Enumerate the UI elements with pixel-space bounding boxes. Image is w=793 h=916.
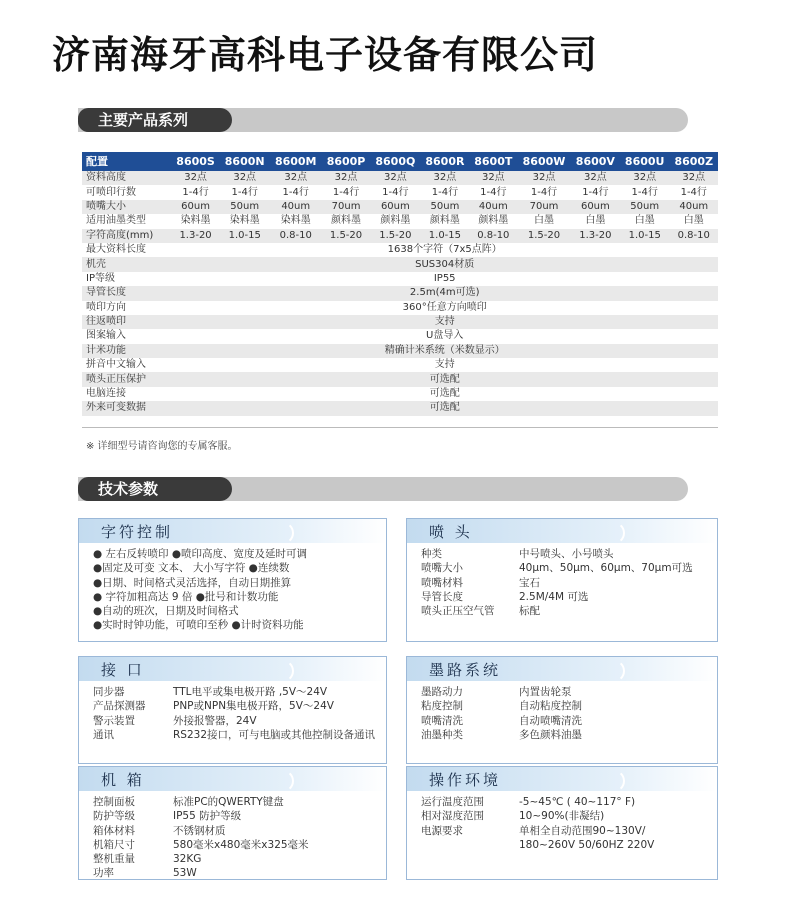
spec-key: 墨路动力 [421,686,463,698]
spec-value: PNP或NPN集电极开路，5V～24V [173,700,334,713]
table-cell: 精确计米系统（米数显示） [384,344,505,356]
table-cell: 1.3-20 [179,229,212,241]
table-row [82,272,718,286]
feature-line: ●日期、时间格式灵活选择，自动日期推算 [93,576,292,589]
header-model: 8600R [420,152,469,171]
header-model: 8600P [322,152,371,171]
spec-row [421,604,709,618]
table-cell: U盘导入 [426,330,464,342]
spec-value: 10~90%(非凝结) [519,810,605,823]
spec-key: 喷嘴清洗 [421,714,463,727]
feature-line: ● 左右反转喷印 ●喷印高度、宽度及延时可调 [93,548,307,560]
table-cell: 40um [478,200,508,212]
row-label: 导管长度 [86,287,126,299]
table-cell: 1-4行 [282,186,309,198]
table-cell: SUS304材质 [415,258,475,270]
spec-row [421,576,709,590]
table-cell: 1.0-15 [428,229,462,241]
spec-value: TTL电平或集电极开路 ,5V～24V [173,686,328,698]
table-cell: 1.5-20 [329,229,363,241]
spec-key: 电源要求 [421,824,463,837]
table-cell: 1.5-20 [527,229,561,241]
header-model: 8600S [171,152,219,171]
table-cell: 颜料墨 [331,215,362,227]
spec-key: 相对湿度范围 [421,810,484,823]
spec-row [421,561,709,575]
table-cell: 1638个字符（7x5点阵） [387,244,502,256]
table-cell: 40um [281,200,311,212]
note-text: ※ 详细型号请咨询您的专属客服。 [86,441,238,452]
row-label: 拼音中文输入 [86,359,146,371]
row-label: 字符高度(mm) [86,229,154,241]
box-nozzle [406,518,718,642]
header-model: 8600U [620,152,670,171]
table-cell: 1.0-15 [228,229,261,241]
spec-value: 180~260V 50/60HZ 220V [519,838,655,851]
spec-row [93,714,378,728]
table-row [82,372,718,386]
spec-key: 警示装置 [93,714,135,727]
swoosh-decoration [599,521,625,545]
header-model: 8600W [517,152,571,171]
table-cell: 32点 [481,172,505,184]
interface-list [93,685,378,742]
table-cell: 32点 [284,172,308,184]
spec-row [421,714,709,728]
header-model: 8600M [270,152,322,171]
row-label: 计米功能 [86,344,126,356]
spec-value: 2.5M/4M 可选 [519,590,589,603]
table-row [82,171,718,185]
table-divider [82,427,718,428]
spec-value: 外接报警器，24V [173,714,257,727]
table-cell: 染料墨 [280,215,311,227]
table-row [82,315,718,329]
section-bar-tech [78,477,688,501]
char-control-list [93,547,378,633]
table-cell: 1.5-20 [379,229,412,241]
header-model: 8600V [571,152,620,171]
spec-key [421,838,519,852]
table-row [82,243,718,257]
spec-row [421,547,709,561]
table-cell: 染料墨 [180,215,211,227]
box-title: 墨路系统 [429,661,502,679]
spec-row [421,699,709,713]
box-title: 字符控制 [101,523,174,541]
row-label: 外来可变数据 [86,402,146,414]
environment-list [421,795,709,852]
spec-value: -5~45℃ ( 40~117° F) [519,796,636,808]
nozzle-list [421,547,709,618]
spec-key: 喷嘴材料 [421,576,463,589]
table-cell: 白墨 [683,215,704,227]
table-cell: 支持 [434,316,455,328]
table-row [82,257,718,271]
table-cell: 1.3-20 [579,229,612,241]
table-row [82,401,718,415]
row-label: 可喷印行数 [86,186,136,198]
row-label: 机壳 [86,258,106,270]
spec-row [421,795,709,809]
table-cell: 32点 [334,172,358,184]
table-cell: 360°任意方向喷印 [402,301,487,313]
box-char-control [78,518,387,642]
spec-table-body [82,171,718,416]
row-label: 电脑连接 [86,388,126,400]
spec-row [421,824,709,838]
table-cell: IP55 [433,272,456,284]
spec-value: 40μm、50μm、60μm、70μm可选 [519,562,693,575]
table-cell: 支持 [434,359,455,371]
table-row [82,229,718,243]
swoosh-decoration [599,769,625,793]
swoosh-decoration [268,769,294,793]
feature-line: ●实时时钟功能，可喷印至秒 ●计时资料功能 [93,619,304,632]
table-cell: 颜料墨 [380,215,411,227]
table-row [82,301,718,315]
spec-row [421,838,709,852]
feature-line: ●固定及可变 文本、 大小写字符 ●连续数 [93,562,290,575]
table-cell: 60um [181,200,210,212]
section-label-products: 主要产品系列 [78,108,232,132]
spec-row [421,685,709,699]
table-cell: 50um [430,200,460,212]
spec-value: 中号喷头、小号喷头 [519,548,614,560]
table-cell: 1-4行 [680,186,707,198]
table-cell: 1-4行 [182,186,209,198]
table-cell: 白墨 [534,215,555,227]
spec-row [93,852,378,866]
spec-value: 自动喷嘴清洗 [519,714,582,727]
table-cell: 颜料墨 [429,215,460,227]
table-cell: 50um [230,200,260,212]
table-row [82,185,718,199]
spec-row [93,728,378,742]
box-ink [406,656,718,764]
spec-key: 箱体材料 [93,824,135,837]
spec-row [93,809,378,823]
spec-key: 种类 [421,548,442,560]
table-cell: 可选配 [429,402,460,414]
table-cell: 32点 [233,172,257,184]
spec-value: 自动粘度控制 [519,700,582,713]
table-cell: 白墨 [634,215,655,227]
box-interface [78,656,387,764]
table-cell: 染料墨 [229,215,260,227]
spec-key: 喷头正压空气管 [421,605,495,618]
spec-key: 机箱尺寸 [93,838,135,851]
table-cell: 1-4行 [332,186,360,198]
row-label: 适用油墨类型 [86,215,146,227]
spec-value: 32KG [173,853,202,866]
box-environment [406,766,718,880]
table-cell: 0.8-10 [677,229,710,241]
spec-row [421,809,709,823]
row-label: 最大资料长度 [86,244,146,256]
spec-key: 同步器 [93,686,125,698]
row-label: IP等级 [86,272,115,284]
table-cell: 1.0-15 [628,229,661,241]
header-model: 8600Q [370,152,420,171]
table-cell: 32点 [383,172,407,184]
spec-row [93,866,378,880]
spec-key: 粘度控制 [421,700,463,713]
table-cell: 1-4行 [382,186,409,198]
spec-key: 产品探测器 [93,700,146,713]
header-model: 8600N [220,152,270,171]
box-title: 机 箱 [101,771,145,789]
table-cell: 1-4行 [582,186,609,198]
feature-line: ● 字符加粗高达 9 倍 ●批号和计数功能 [93,590,279,603]
header-model: 8600T [469,152,517,171]
spec-value: 多色颜料油墨 [519,728,582,741]
table-cell: 白墨 [585,215,606,227]
table-cell: 1-4行 [480,186,507,198]
section-label-tech: 技术参数 [78,477,232,501]
table-cell: 60um [380,200,410,212]
spec-row [421,728,709,742]
ink-list [421,685,709,742]
table-row [82,358,718,372]
table-cell: 0.8-10 [477,229,510,241]
table-cell: 1-4行 [530,186,558,198]
spec-value: 标准PC的QWERTY键盘 [173,796,284,808]
page-title: 济南海牙高科电子设备有限公司 [52,33,599,77]
table-row [82,329,718,343]
spec-value: 内置齿轮泵 [519,686,572,698]
box-title: 接 口 [101,661,145,679]
header-config: 配置 [82,152,171,171]
table-cell: 32点 [532,172,556,184]
spec-row [93,685,378,699]
table-cell: 32点 [184,172,207,184]
feature-line: ●自动的班次，日期及时间格式 [93,605,239,618]
table-cell: 可选配 [429,373,460,385]
table-row [82,286,718,300]
table-cell: 0.8-10 [279,229,312,241]
table-cell: 32点 [682,172,706,184]
spec-value: IP55 防护等级 [173,810,242,823]
spec-value: 标配 [519,605,540,618]
spec-value: 不锈钢材质 [173,824,226,837]
spec-key: 运行温度范围 [421,796,484,808]
row-label: 往返喷印 [86,316,126,328]
table-cell: 60um [580,200,610,212]
spec-row [93,795,378,809]
spec-value: 单相全自动范围90~130V/ [519,824,646,837]
spec-value: 53W [173,867,197,880]
swoosh-decoration [268,521,294,545]
table-cell: 70um [529,200,559,212]
spec-value: RS232接口，可与电脑或其他控制设备通讯 [173,728,376,741]
row-label: 喷印方向 [86,301,126,313]
swoosh-decoration [599,659,625,683]
spec-value: 580毫米x480毫米x325毫米 [173,838,309,851]
table-cell: 32点 [584,172,607,184]
spec-key: 整机重量 [93,853,135,866]
spec-key: 导管长度 [421,590,463,603]
spec-key: 功率 [93,867,114,880]
spec-key: 喷嘴大小 [421,562,463,575]
table-cell: 70um [331,200,361,212]
table-cell: 可选配 [429,388,460,400]
swoosh-decoration [268,659,294,683]
spec-table [82,152,718,416]
table-row [82,200,718,214]
spec-key: 油墨种类 [421,728,463,741]
spec-value: 宝石 [519,576,540,589]
table-cell: 2.5m(4m可选) [409,287,480,299]
box-title: 操作环境 [429,771,502,789]
table-cell: 50um [630,200,660,212]
table-cell: 1-4行 [631,186,658,198]
spec-row [421,590,709,604]
row-label: 资料高度 [86,172,126,184]
spec-row [93,824,378,838]
table-cell: 32点 [433,172,457,184]
spec-table-header [82,152,718,171]
spec-row [93,699,378,713]
row-label: 喷嘴大小 [86,200,126,212]
row-label: 图案输入 [86,330,126,342]
section-bar-products [78,108,688,132]
table-cell: 1-4行 [231,186,258,198]
table-cell: 32点 [633,172,657,184]
header-model: 8600Z [670,152,718,171]
row-label: 喷头正压保护 [86,373,146,385]
table-row [82,214,718,228]
spec-key: 通讯 [93,728,114,741]
box-cabinet [78,766,387,880]
spec-key: 控制面板 [93,796,135,808]
table-cell: 颜料墨 [478,215,509,227]
box-title: 喷 头 [429,523,473,541]
table-row [82,344,718,358]
table-cell: 40um [679,200,709,212]
spec-row [93,838,378,852]
table-row [82,387,718,401]
spec-key: 防护等级 [93,810,135,823]
cabinet-list [93,795,378,881]
table-cell: 1-4行 [431,186,459,198]
